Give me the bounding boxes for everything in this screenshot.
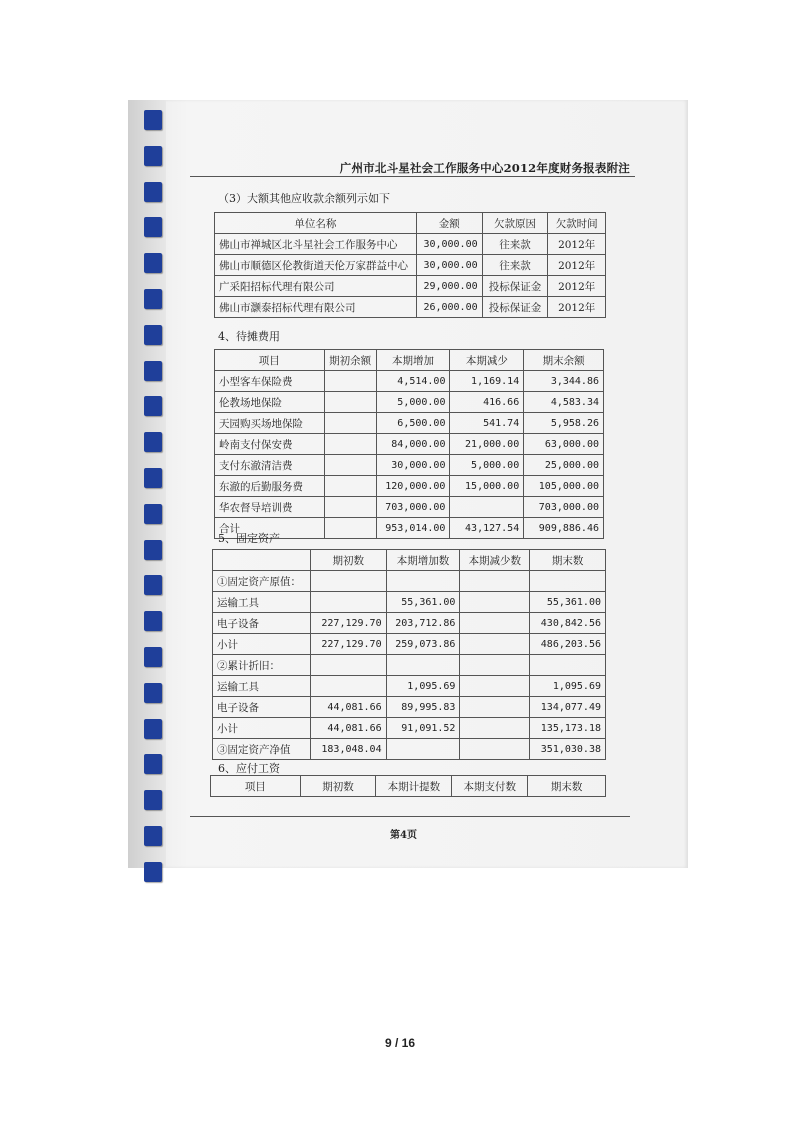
- header-cell: 项目: [211, 776, 301, 797]
- table-cell: 43,127.54: [450, 518, 524, 539]
- binder-ring: [144, 361, 162, 381]
- table-row: [215, 413, 604, 434]
- table-cell: 5,958.26: [524, 413, 604, 434]
- section6-heading: 6、应付工资: [218, 762, 280, 775]
- table-cell: 203,712.86: [386, 613, 460, 634]
- binder-ring: [144, 683, 162, 703]
- header-cell: 项目: [215, 350, 325, 371]
- binder-ring: [144, 790, 162, 810]
- table-cell: 44,081.66: [310, 718, 386, 739]
- table-row: [215, 255, 606, 276]
- table-cell: 电子设备: [213, 613, 311, 634]
- binder-ring: [144, 182, 162, 202]
- table-cell: [460, 739, 530, 760]
- table-row: [215, 497, 604, 518]
- table-cell: 2012年: [548, 297, 606, 318]
- header-cell: 本期增加: [376, 350, 450, 371]
- table-cell: 541.74: [450, 413, 524, 434]
- table-cell: 支付东澈清洁费: [215, 455, 325, 476]
- table-row: [213, 571, 606, 592]
- table-cell: 佛山市禅城区北斗星社会工作服务中心: [215, 234, 417, 255]
- table-cell: 东澈的后勤服务费: [215, 476, 325, 497]
- table-row: [215, 455, 604, 476]
- header-cell: 本期支付数: [452, 776, 528, 797]
- table-cell: [460, 571, 530, 592]
- table-cell: 投标保证金: [482, 297, 548, 318]
- table-cell: 84,000.00: [376, 434, 450, 455]
- binder-ring: [144, 396, 162, 416]
- header-cell: 本期增加数: [386, 550, 460, 571]
- table-row: [215, 392, 604, 413]
- header-cell: 单位名称: [215, 213, 417, 234]
- table-cell: 703,000.00: [524, 497, 604, 518]
- header-divider: [190, 176, 635, 177]
- table-cell: 1,095.69: [386, 676, 460, 697]
- table-cell: 小型客车保险费: [215, 371, 325, 392]
- table-cell: [460, 676, 530, 697]
- table-cell: 岭南支付保安费: [215, 434, 325, 455]
- table-header-row: [211, 776, 606, 797]
- table-cell: 往来款: [482, 234, 548, 255]
- document-title: 广州市北斗星社会工作服务中心2012年度财务报表附注: [339, 161, 630, 175]
- binder-ring: [144, 110, 162, 130]
- table-cell: 135,173.18: [530, 718, 606, 739]
- binder-ring: [144, 719, 162, 739]
- table-cell: 5,000.00: [376, 392, 450, 413]
- table-cell: 105,000.00: [524, 476, 604, 497]
- binder-ring: [144, 647, 162, 667]
- header-cell: 金额: [416, 213, 482, 234]
- table-cell: 21,000.00: [450, 434, 524, 455]
- table-cell: 25,000.00: [524, 455, 604, 476]
- table-cell: 佛山市顺德区伦教街道天伦万家群益中心: [215, 255, 417, 276]
- table-row: [215, 434, 604, 455]
- binder-ring: [144, 611, 162, 631]
- table-cell: [310, 676, 386, 697]
- table-cell: [324, 455, 376, 476]
- table-header-row: [215, 350, 604, 371]
- table-cell: 5,000.00: [450, 455, 524, 476]
- footer-divider: [190, 816, 630, 817]
- binder-ring: [144, 146, 162, 166]
- table-cell: 广采阳招标代理有限公司: [215, 276, 417, 297]
- table-cell: 44,081.66: [310, 697, 386, 718]
- binder-ring: [144, 289, 162, 309]
- fixed-assets-table: [212, 549, 606, 760]
- header-cell: 期末余额: [524, 350, 604, 371]
- table-cell: 3,344.86: [524, 371, 604, 392]
- table-cell: 259,073.86: [386, 634, 460, 655]
- header-cell: 期初余额: [324, 350, 376, 371]
- binder-ring: [144, 540, 162, 560]
- section4-heading: 4、待摊费用: [218, 330, 280, 343]
- table-cell: 227,129.70: [310, 613, 386, 634]
- table-cell: 6,500.00: [376, 413, 450, 434]
- table-row: [213, 592, 606, 613]
- binder-ring: [144, 325, 162, 345]
- header-cell: 期初数: [300, 776, 376, 797]
- table-row: [213, 697, 606, 718]
- table-cell: [324, 518, 376, 539]
- table-cell: [310, 655, 386, 676]
- binder-ring: [144, 754, 162, 774]
- table-cell: 2012年: [548, 234, 606, 255]
- table-cell: [310, 592, 386, 613]
- table-cell: 电子设备: [213, 697, 311, 718]
- table-row: [213, 655, 606, 676]
- table-cell: 30,000.00: [416, 255, 482, 276]
- table-cell: 30,000.00: [376, 455, 450, 476]
- table-cell: 416.66: [450, 392, 524, 413]
- table-cell: [324, 413, 376, 434]
- table-cell: [324, 434, 376, 455]
- table-cell: [310, 571, 386, 592]
- table-cell: ①固定资产原值：: [213, 571, 311, 592]
- table-cell: 2012年: [548, 255, 606, 276]
- table-cell: 703,000.00: [376, 497, 450, 518]
- table-cell: 91,091.52: [386, 718, 460, 739]
- table-cell: 55,361.00: [386, 592, 460, 613]
- section3-heading: （3）大额其他应收款余额列示如下: [218, 192, 390, 205]
- table-cell: [324, 392, 376, 413]
- table-cell: 486,203.56: [530, 634, 606, 655]
- header-cell: 期末数: [528, 776, 606, 797]
- header-cell: 本期计提数: [376, 776, 452, 797]
- table-cell: 120,000.00: [376, 476, 450, 497]
- table-cell: 183,048.04: [310, 739, 386, 760]
- table-cell: 华农督导培训费: [215, 497, 325, 518]
- header-cell: 期末数: [530, 550, 606, 571]
- table-cell: 30,000.00: [416, 234, 482, 255]
- table-row: [215, 476, 604, 497]
- table-cell: 953,014.00: [376, 518, 450, 539]
- binder-ring: [144, 468, 162, 488]
- table-row: [215, 371, 604, 392]
- table-cell: 天园购买场地保险: [215, 413, 325, 434]
- table-cell: 29,000.00: [416, 276, 482, 297]
- pdf-page-indicator: 9 / 16: [384, 1036, 416, 1050]
- table-cell: 伦教场地保险: [215, 392, 325, 413]
- table-cell: [324, 476, 376, 497]
- table-cell: [530, 571, 606, 592]
- header-cell: 期初数: [310, 550, 386, 571]
- binder-ring: [144, 862, 162, 882]
- table-cell: 运输工具: [213, 676, 311, 697]
- table-row: [213, 739, 606, 760]
- table-cell: 4,583.34: [524, 392, 604, 413]
- table-row: [213, 676, 606, 697]
- table-row: [213, 613, 606, 634]
- table-cell: [324, 371, 376, 392]
- table-cell: 55,361.00: [530, 592, 606, 613]
- table-cell: ②累计折旧：: [213, 655, 311, 676]
- table-cell: 351,030.38: [530, 739, 606, 760]
- table-header-row: [215, 213, 606, 234]
- table-cell: 佛山市灏泰招标代理有限公司: [215, 297, 417, 318]
- table-cell: ③固定资产净值: [213, 739, 311, 760]
- table-cell: 投标保证金: [482, 276, 548, 297]
- table-cell: [324, 497, 376, 518]
- table-cell: 1,169.14: [450, 371, 524, 392]
- table-cell: 2012年: [548, 276, 606, 297]
- wages-payable-table: [210, 775, 606, 797]
- table-cell: [386, 571, 460, 592]
- table-cell: 往来款: [482, 255, 548, 276]
- table-cell: [386, 655, 460, 676]
- table-row: [215, 276, 606, 297]
- table-row: [215, 234, 606, 255]
- table-cell: [460, 718, 530, 739]
- table-row: [215, 297, 606, 318]
- table-cell: 430,842.56: [530, 613, 606, 634]
- table-cell: [460, 592, 530, 613]
- receivables-table: [214, 212, 606, 318]
- table-cell: [450, 497, 524, 518]
- binder-ring: [144, 826, 162, 846]
- table-cell: 运输工具: [213, 592, 311, 613]
- page-number: 第4页: [390, 830, 417, 841]
- table-cell: 26,000.00: [416, 297, 482, 318]
- table-cell: 小计: [213, 634, 311, 655]
- table-row: [213, 718, 606, 739]
- header-cell: 欠款时间: [548, 213, 606, 234]
- table-cell: 89,995.83: [386, 697, 460, 718]
- table-cell: 227,129.70: [310, 634, 386, 655]
- binder-ring: [144, 504, 162, 524]
- header-cell: [213, 550, 311, 571]
- header-cell: 本期减少: [450, 350, 524, 371]
- table-cell: 909,886.46: [524, 518, 604, 539]
- binder-ring: [144, 575, 162, 595]
- table-cell: 63,000.00: [524, 434, 604, 455]
- binder-ring: [144, 217, 162, 237]
- table-cell: 15,000.00: [450, 476, 524, 497]
- table-cell: [460, 634, 530, 655]
- table-cell: [460, 697, 530, 718]
- header-cell: 本期减少数: [460, 550, 530, 571]
- header-cell: 欠款原因: [482, 213, 548, 234]
- table-cell: 134,077.49: [530, 697, 606, 718]
- table-cell: 小计: [213, 718, 311, 739]
- table-cell: 4,514.00: [376, 371, 450, 392]
- binder-ring: [144, 432, 162, 452]
- table-cell: 合计: [215, 518, 325, 539]
- prepaid-expenses-table: [214, 349, 604, 539]
- table-cell: [530, 655, 606, 676]
- binder-ring: [144, 253, 162, 273]
- section5-heading: 5、固定资产: [218, 532, 280, 545]
- table-row: [213, 634, 606, 655]
- table-cell: [460, 613, 530, 634]
- table-cell: [460, 655, 530, 676]
- table-header-row: [213, 550, 606, 571]
- table-cell: 1,095.69: [530, 676, 606, 697]
- table-cell: [386, 739, 460, 760]
